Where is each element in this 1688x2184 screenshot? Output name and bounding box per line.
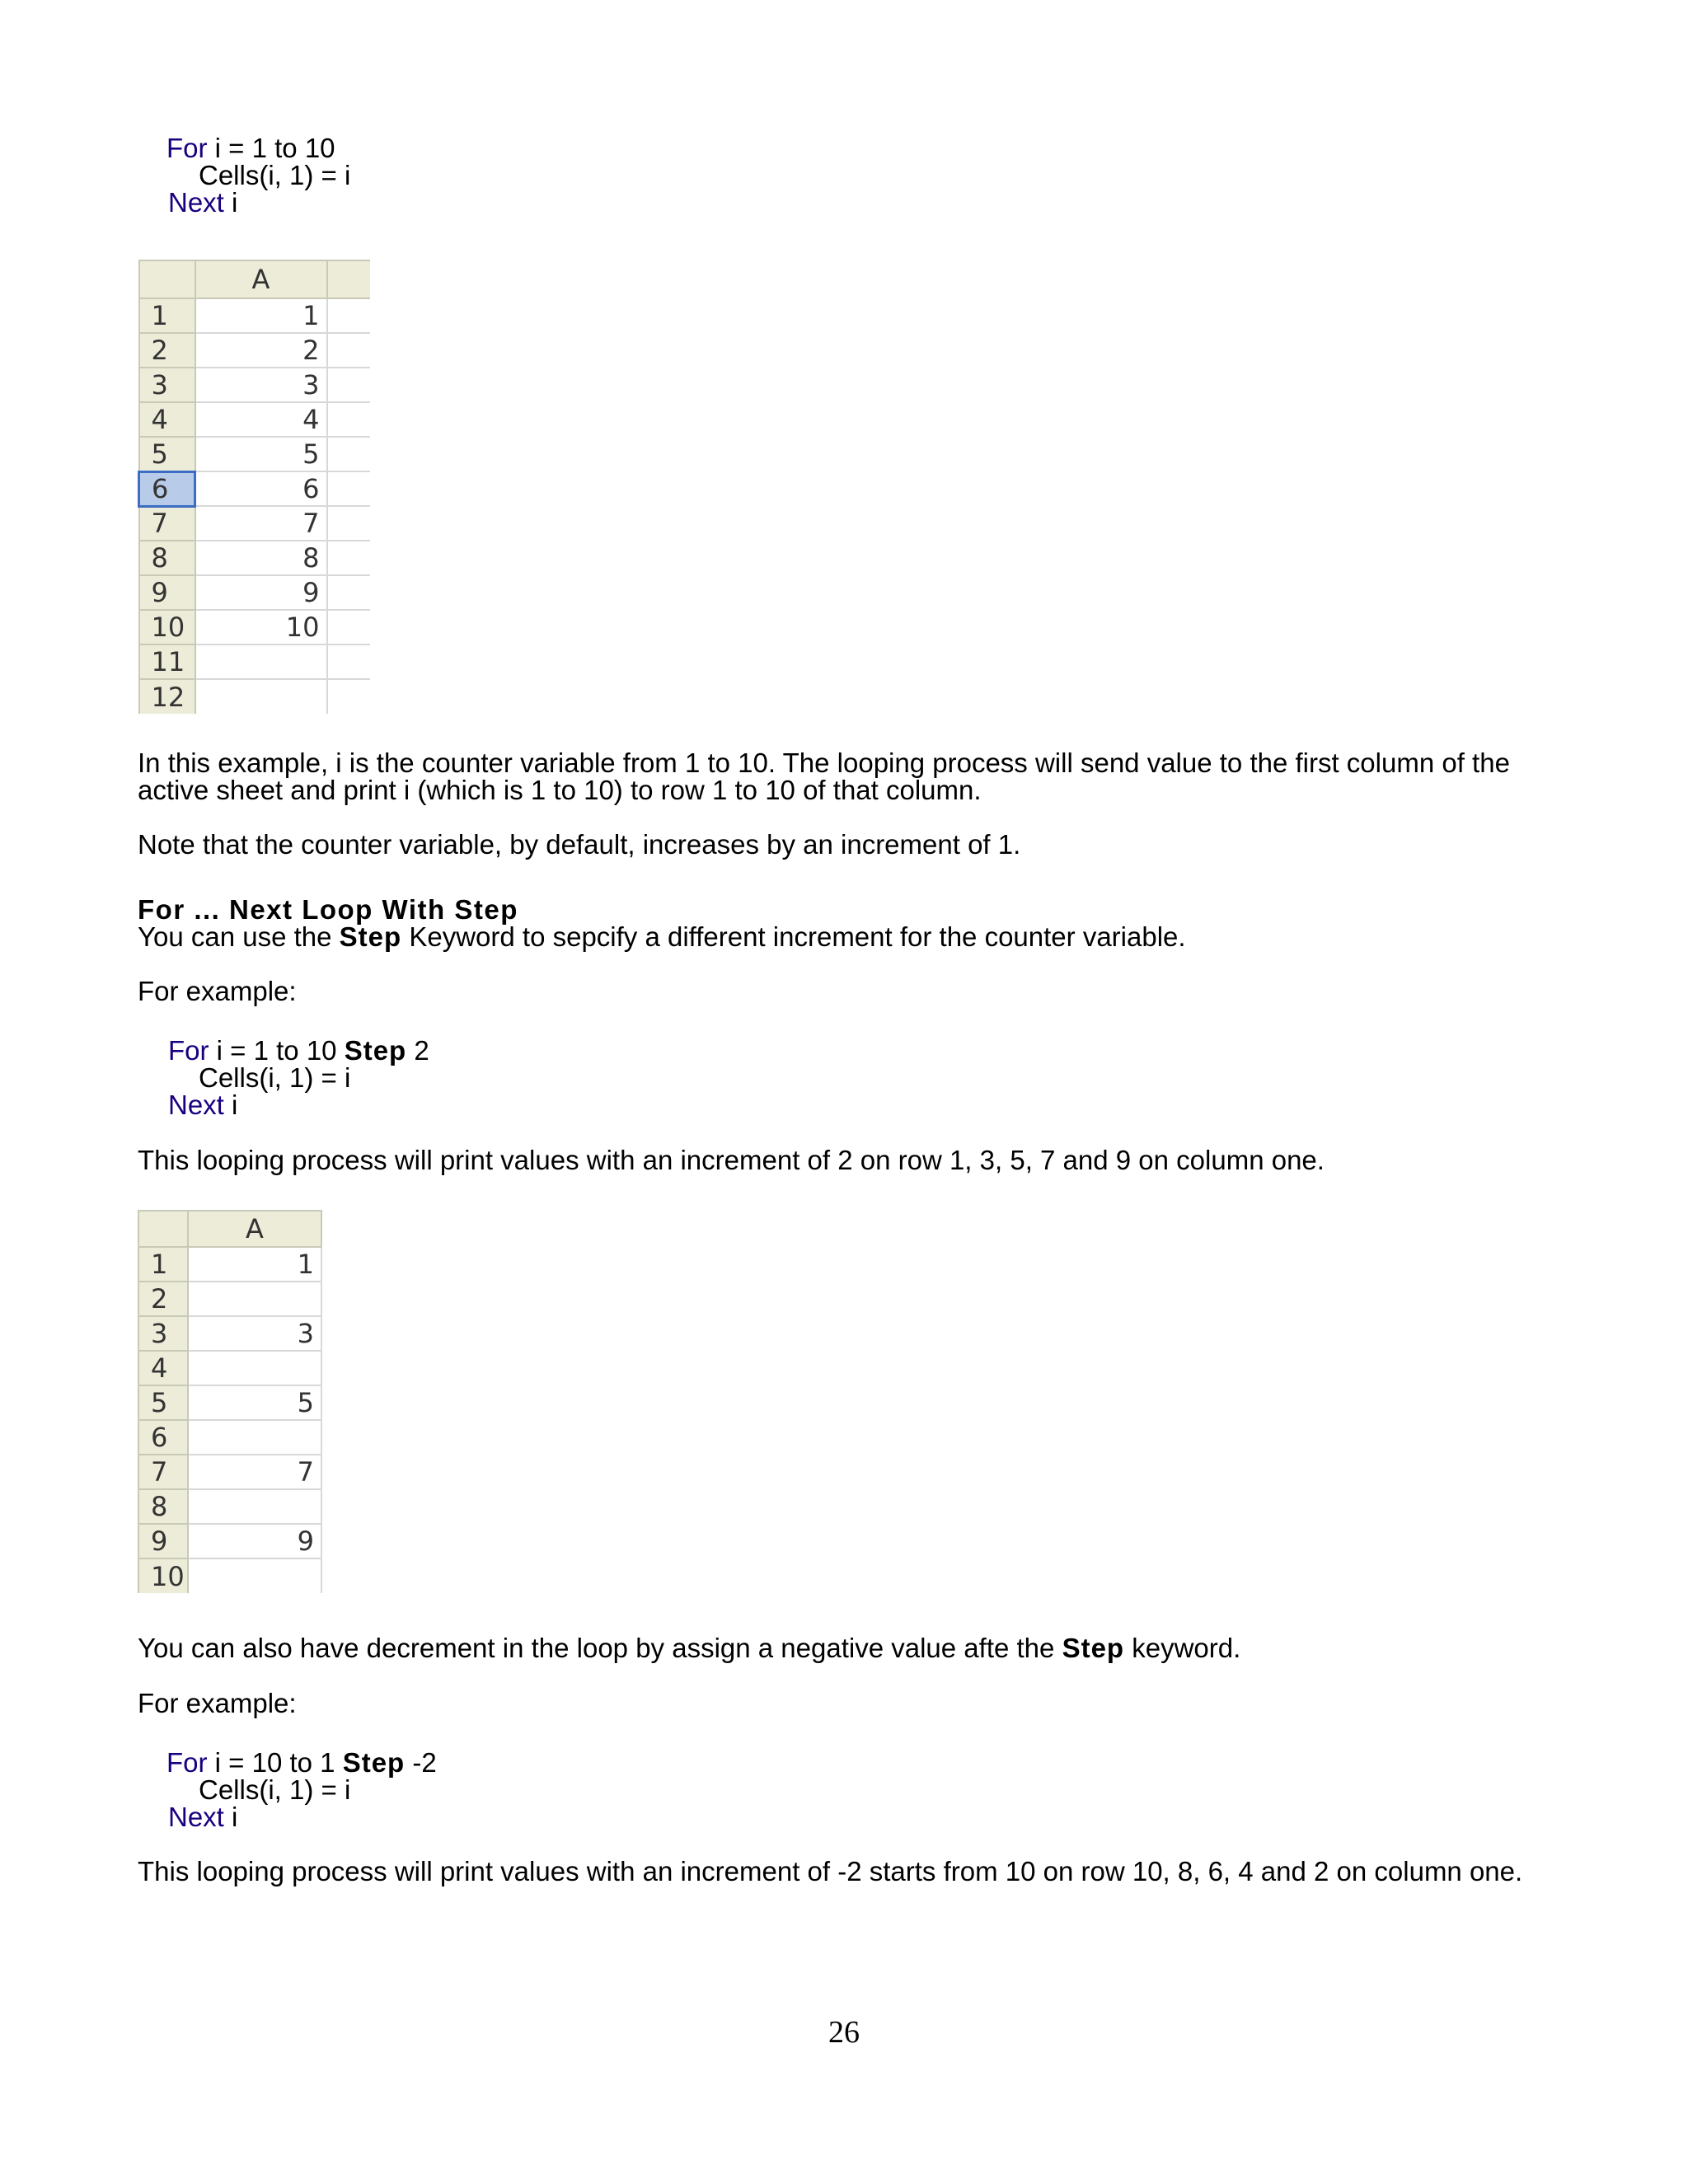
cell-a: 5 [188,1385,321,1420]
code-line: Cells(i, 1) = i [199,160,351,190]
cell-a [188,1489,321,1524]
paragraph-line: active sheet and print i (which is 1 to 10) to row 1 to 10 of that column. [138,775,982,805]
sheet-corner [138,1211,188,1247]
cell-b-partial [327,575,370,610]
sheet-row [138,1385,321,1420]
sheet-row [138,1455,321,1489]
cell-b-partial [327,644,370,679]
column-header-a: A [188,1211,321,1247]
cell-a: 6 [195,471,327,506]
code-text: i [223,1802,238,1832]
cell-b-partial [327,368,370,402]
text-span: You can also have decrement in the loop by assign a negative value afte the [138,1633,1062,1663]
row-header: 2 [139,333,195,368]
cell-a: 5 [195,437,327,471]
row-header: 5 [139,437,195,471]
sheet-row [138,1316,321,1351]
row-header: 1 [138,1247,188,1282]
cell-a: 7 [195,506,327,541]
code-text: i = 1 to 10 [207,133,335,163]
cell-a: 2 [195,333,327,368]
row-header: 3 [139,368,195,402]
cell-b-partial [327,506,370,541]
row-header: 11 [139,644,195,679]
row-header: 4 [139,402,195,437]
row-header: 3 [138,1316,188,1351]
sheet-row [139,541,370,575]
code-keyword: Next [168,1090,224,1120]
cell-b-partial [327,471,370,506]
column-header-a: A [195,260,327,298]
sheet-row [138,1420,321,1455]
sheet-row [139,333,370,368]
code-keyword: For [166,1747,208,1778]
code-line [166,134,335,162]
row-header: 5 [138,1385,188,1420]
sheet-row [138,1489,321,1524]
cell-b-partial [327,333,370,368]
code-keyword: Next [168,1802,224,1832]
row-header: 6 [138,1420,188,1455]
cell-a: 3 [188,1316,321,1351]
paragraph [138,1634,1240,1662]
sheet-row [139,644,370,679]
sheet-row [138,1558,321,1593]
code-line [168,1803,237,1831]
code-line [168,1037,429,1065]
step-keyword: Step [344,1035,407,1066]
cell-a [188,1351,321,1385]
cell-a: 1 [188,1247,321,1282]
step-keyword: Step [1062,1633,1125,1663]
cell-a: 4 [195,402,327,437]
row-header: 7 [138,1455,188,1489]
sheet-row [139,402,370,437]
cell-b-partial [327,437,370,471]
cell-a: 10 [195,610,327,644]
step-keyword: Step [342,1747,406,1778]
cell-a: 7 [188,1455,321,1489]
row-header: 10 [138,1558,188,1593]
cell-a [188,1282,321,1316]
text-span: You can use the [138,921,340,952]
sheet-row [138,1524,321,1558]
page-number: 26 [828,2015,860,2050]
code-line [168,189,237,217]
paragraph: This looping process will print values with an increment of 2 on row 1, 3, 5, 7 and 9 on column one. [138,1145,1325,1175]
row-header: 8 [139,541,195,575]
text-span: Keyword to sepcify a different increment for the counter variable. [401,921,1186,952]
code-text: i [223,1090,238,1120]
code-text: i = 10 to 1 [207,1747,343,1778]
column-header-b-partial [327,260,370,298]
row-header: 9 [139,575,195,610]
code-keyword: For [166,133,208,163]
sheet-row [138,1282,321,1316]
section-heading: For ... Next Loop With Step [138,894,518,925]
sheet-row [138,1247,321,1282]
row-header: 2 [138,1282,188,1316]
code-text: i = 1 to 10 [209,1035,345,1066]
spreadsheet-screenshot [138,260,370,714]
cell-b-partial [327,541,370,575]
cell-a: 8 [195,541,327,575]
sheet-row [139,471,370,506]
cell-a [195,679,327,714]
sheet-row [139,506,370,541]
spreadsheet-screenshot [138,1210,322,1593]
cell-a [188,1420,321,1455]
cell-a: 3 [195,368,327,402]
cell-b-partial [327,679,370,714]
row-header: 4 [138,1351,188,1385]
row-header: 8 [138,1489,188,1524]
step-keyword: Step [339,921,402,952]
paragraph: For example: [138,976,297,1006]
paragraph [138,923,1186,951]
sheet-row [139,575,370,610]
row-header: 1 [139,298,195,333]
sheet-row [138,1351,321,1385]
cell-a: 1 [195,298,327,333]
cell-a [188,1558,321,1593]
row-header: 9 [138,1524,188,1558]
code-text: 2 [406,1035,429,1066]
text-span: keyword. [1124,1633,1241,1663]
paragraph-line: In this example, i is the counter variable from 1 to 10. The looping process will send value to the first column of the [138,748,1510,778]
code-text: i [223,187,238,218]
cell-a: 9 [188,1524,321,1558]
paragraph: For example: [138,1688,297,1718]
sheet-corner [139,260,195,298]
row-header: 10 [139,610,195,644]
sheet-row [139,368,370,402]
cell-b-partial [327,298,370,333]
cell-b-partial [327,610,370,644]
code-text: -2 [405,1747,437,1778]
sheet-row [139,437,370,471]
row-header: 6 [139,471,195,506]
paragraph: Note that the counter variable, by default, increases by an increment of 1. [138,829,1021,860]
cell-b-partial [327,402,370,437]
cell-a: 9 [195,575,327,610]
code-keyword: Next [168,187,224,218]
code-line: Cells(i, 1) = i [199,1062,351,1093]
sheet-row [139,679,370,714]
code-line [166,1749,437,1777]
paragraph: This looping process will print values with an increment of -2 starts from 10 on row 10, 8, 6, 4 and 2 on column one. [138,1856,1523,1886]
sheet-row [139,298,370,333]
code-line: Cells(i, 1) = i [199,1774,351,1805]
code-line [168,1091,237,1119]
cell-a [195,644,327,679]
row-header: 12 [139,679,195,714]
sheet-row [139,610,370,644]
row-header: 7 [139,506,195,541]
code-keyword: For [168,1035,209,1066]
